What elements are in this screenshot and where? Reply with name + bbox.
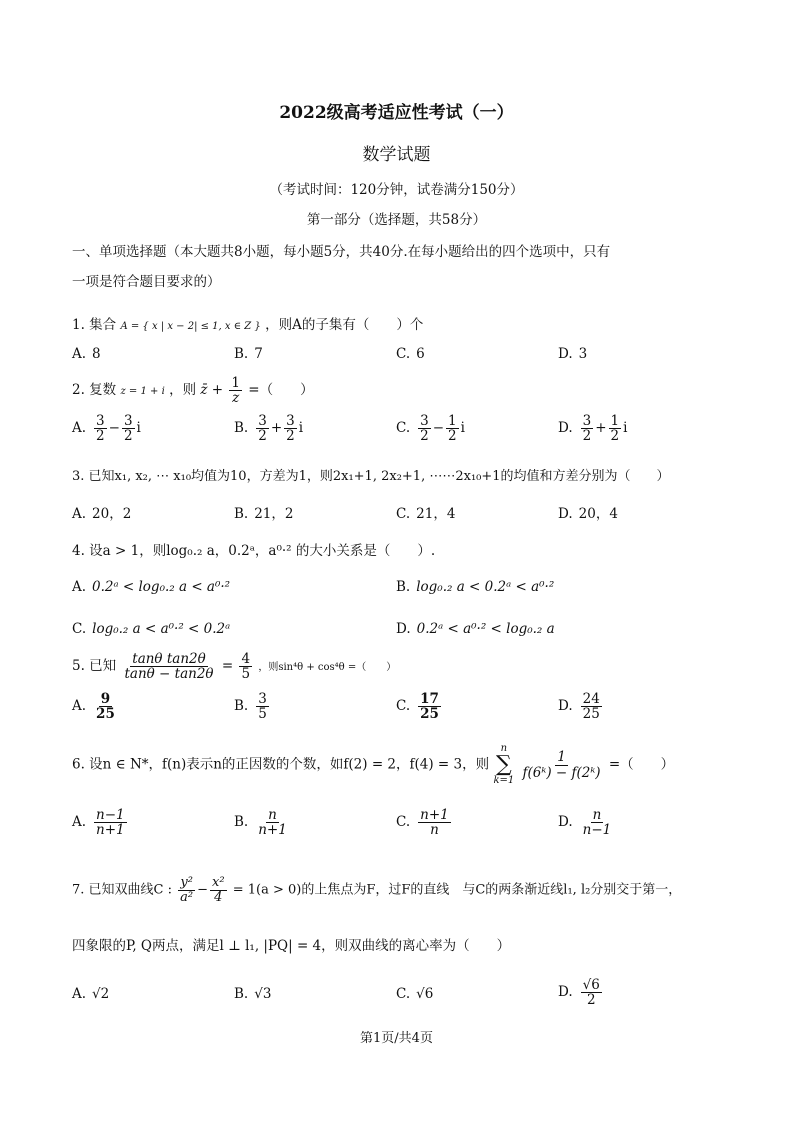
sum-symbol: n ∑ k=1 [493, 743, 515, 786]
q1-math: A = { x | x − 2| ≤ 1, x ∈ Z } [120, 321, 261, 332]
q2-fraction: $\frac{1}{z}$ [231, 375, 240, 407]
option-d[interactable]: D. $\frac{3}{2}$ + $\frac{1}{2}$ i [558, 413, 628, 445]
option-a[interactable]: A. √2 [72, 986, 110, 1002]
option-b[interactable]: B. $\frac{n}{n+1}$ [234, 807, 287, 839]
option-c[interactable]: C. $\frac{3}{2}$ − $\frac{1}{2}$ i [396, 413, 465, 445]
option-c[interactable]: C. √6 [396, 986, 434, 1002]
option-b[interactable]: B. $\frac{3}{2}$ + $\frac{3}{2}$ i [234, 413, 304, 445]
option-a[interactable]: A. 8 [72, 346, 101, 362]
question-5-stem: 5. 已知 $\frac{\text{tanθ tan2θ}}{\tan\theta - \tan 2\theta}$ = $\frac{4}{5}$ ，则sin⁴θ + cos⁴θ =（ ） [72, 651, 397, 683]
question-7-stem-line-2: 四象限的P, Q两点，满足l ⊥ l₁, |PQ| = 4，则双曲线的离心率为（ ） [72, 938, 511, 954]
option-b[interactable]: B. log₀.₂ a < 0.2ᵃ < a⁰·² [396, 579, 555, 595]
option-a[interactable]: A. 20，2 [72, 506, 132, 522]
question-6-stem: 6. 设n ∈ N*，f(n)表示n的正因数的个数，如f(2) = 2，f(4) = 3，则 n ∑ k=1 $\frac{1}{\text{f(6ᵏ) − f(2ᵏ)}}$ =（ ） [72, 743, 675, 786]
question-2-stem: 2. 复数 z = 1 + i ，则 z̄ + $\frac{1}{z}$ =（ ） [72, 375, 314, 407]
question-3-stem: 3. 已知x₁, x₂, ⋯ x₁₀均值为10，方差为1，则2x₁+1, 2x₂+1, ⋯⋯2x₁₀+1的均值和方差分别为（ ） [72, 469, 670, 484]
option-a[interactable]: A. $\frac{3}{2}$ − $\frac{3}{2}$ i [72, 413, 141, 445]
option-c[interactable]: C. $\frac{17}{25}$ [396, 691, 439, 723]
option-c[interactable]: C. 6 [396, 346, 425, 362]
option-c[interactable]: C. log₀.₂ a < a⁰·² < 0.2ᵃ [72, 621, 231, 637]
option-c[interactable]: C. 21，4 [396, 506, 456, 522]
exam-title: 2022级高考适应性考试（一） [279, 103, 514, 123]
option-d[interactable]: D. $\frac{√6}{2}$ [558, 977, 600, 1009]
q1-prefix: 1. 集合 [72, 317, 117, 333]
option-b[interactable]: B. $\frac{3}{5}$ [234, 691, 267, 723]
option-b[interactable]: B. 7 [234, 346, 263, 362]
option-a[interactable]: A. $\frac{9}{25}$ [72, 691, 115, 723]
question-1-stem [72, 313, 423, 333]
instructions-line-2: 一项是符合题目要求的） [72, 274, 221, 290]
option-d[interactable]: D. $\frac{24}{25}$ [558, 691, 600, 723]
option-d[interactable]: D. 0.2ᵃ < a⁰·² < log₀.₂ a [396, 621, 555, 637]
subject-title: 数学试题 [362, 145, 431, 165]
option-d[interactable]: D. 20，4 [558, 506, 618, 522]
q5-fraction: $\frac{\text{tanθ tan2θ}}{\tan\theta - \tan 2\theta}$ [124, 651, 214, 683]
q1-suffix: ，则A的子集有（ ）个 [265, 317, 424, 333]
instructions-line-1: 一、单项选择题（本大题共8小题，每小题5分，共40分.在每小题给出的四个选项中，只有 [72, 244, 611, 260]
option-b[interactable]: B. √3 [234, 986, 272, 1002]
exam-info: （考试时间：120分钟，试卷满分150分） [269, 182, 524, 198]
option-a[interactable]: A. 0.2ᵃ < log₀.₂ a < a⁰·² [72, 579, 231, 595]
option-d[interactable]: D. 3 [558, 346, 588, 362]
option-a[interactable]: A. $\frac{n-1}{n+1}$ [72, 807, 125, 839]
question-7-stem-line-1: 7. 已知双曲线C : $\frac{\text{y²}}{\text{a²}}$ − $\frac{\text{x²}}{4}$ = 1(a > 0)的上焦点为F，过F的直线 与C的两条渐近线l₁, l₂分别交于第一， [72, 875, 682, 905]
part-heading: 第一部分（选择题，共58分） [306, 212, 487, 228]
option-d[interactable]: D. $\frac{n}{n-1}$ [558, 807, 612, 839]
question-4-stem: 4. 设a > 1，则log₀.₂ a，0.2ᵃ，a⁰·² 的大小关系是（ ）. [72, 543, 436, 559]
page-footer: 第1页/共4页 [360, 1031, 433, 1046]
option-c[interactable]: C. $\frac{n+1}{n}$ [396, 807, 449, 839]
option-b[interactable]: B. 21，2 [234, 506, 294, 522]
